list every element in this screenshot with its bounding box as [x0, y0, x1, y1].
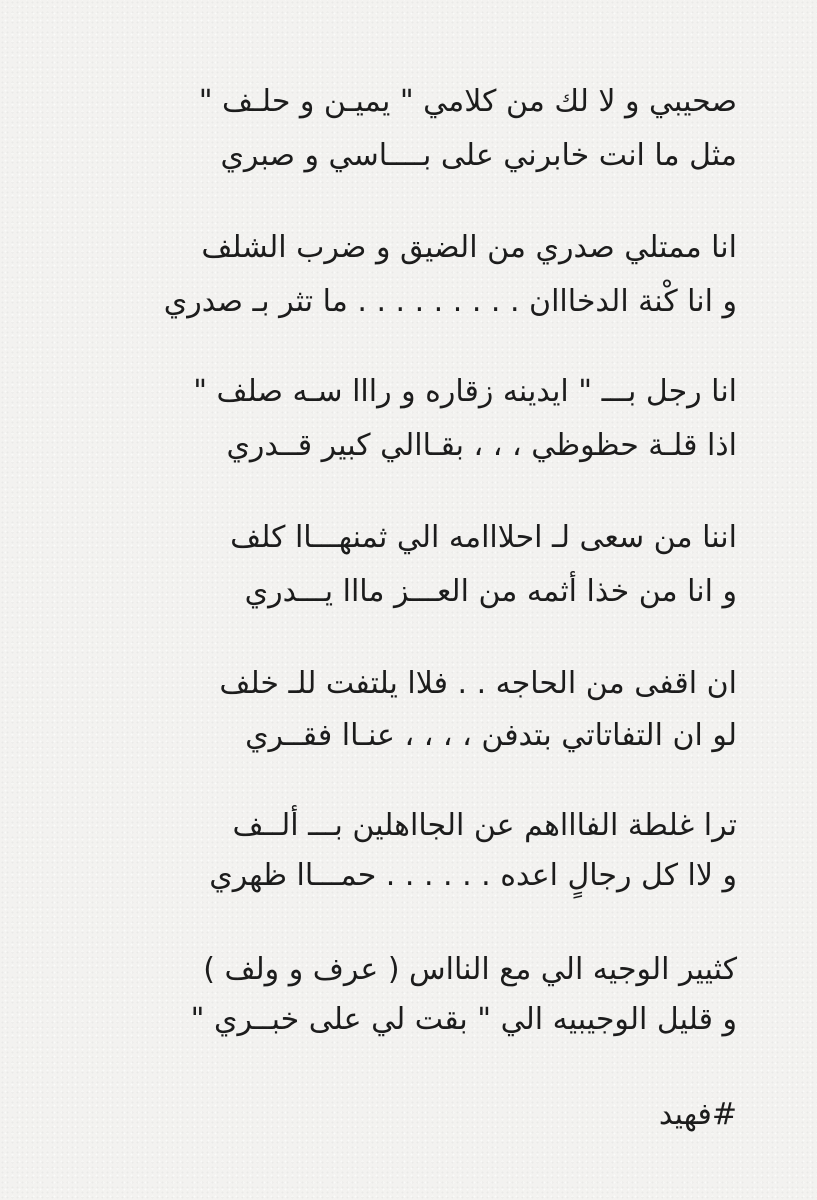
poem-line: ان اقفى من الحاجه . . فلاا يلتفت للـ خلف: [219, 666, 737, 701]
poem-line: و انا كْنة الدخااان . . . . . . . . . ما تثر بـ صدري: [163, 284, 737, 319]
poem-line: و قليل الوجيبيه الي " بقت لي على خبــري ": [190, 1002, 737, 1037]
poem-line: لو ان التفاتاتي بتدفن ، ، ، ، عنـاا فقــري: [245, 718, 737, 753]
poem-line: و انا من خذا أثمه من العـــز مااا يـــدري: [244, 574, 737, 609]
poem-line: ترا غلطة الفاااهم عن الجااهلين بـــ ألــف: [232, 808, 737, 843]
poem-line: و لاا كل رجالٍ اعده . . . . . . حمـــاا ظهري: [209, 858, 737, 893]
poem-line: اذا قلـة حظوظي ، ، ، بقـاالي كبير قــدري: [226, 428, 737, 463]
poem-line: كثيير الوجيه الي مع النااس ( عرف و ولف ): [203, 952, 737, 987]
poem-line: اننا من سعى لـ احلااامه الي ثمنهـــاا كلف: [230, 520, 737, 555]
poem-line: انا رجل بـــ " ايدينه زقاره و رااا سـه صلف ": [193, 374, 737, 409]
author-hashtag: #فهيد: [658, 1097, 737, 1132]
poem-line: صحيبي و لا لك من كلامي " يميـن و حلـف ": [198, 84, 737, 119]
poem-line: انا ممتلي صدري من الضيق و ضرب الشلف: [201, 230, 737, 265]
poem-line: مثل ما انت خابرني على بــــاسي و صبري: [220, 138, 737, 173]
